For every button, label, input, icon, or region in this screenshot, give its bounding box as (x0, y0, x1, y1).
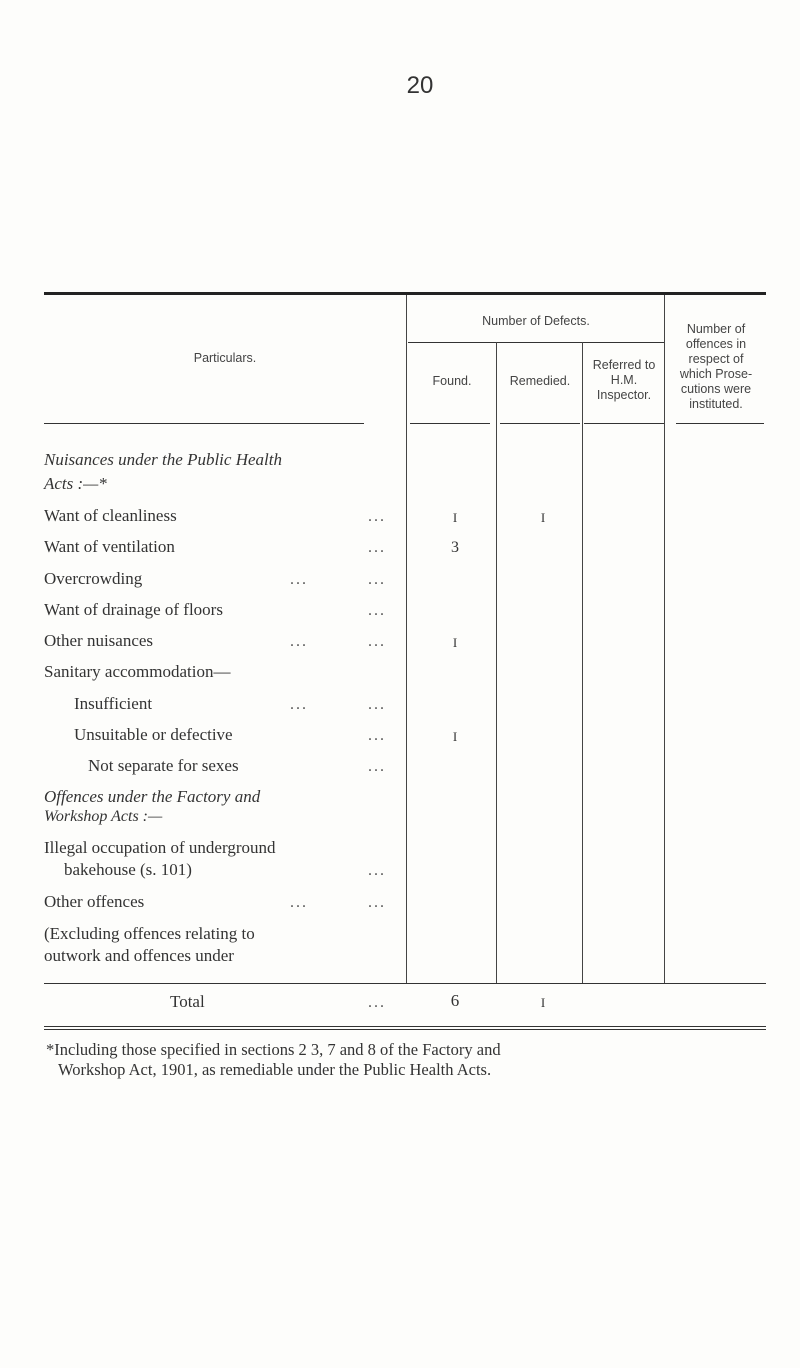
section-offences-cont: Workshop Acts :— (44, 808, 163, 825)
value-cleanliness-found: I (452, 510, 458, 525)
dots: ... (368, 862, 386, 879)
col-divider-particulars (406, 295, 407, 983)
total-top-rule (44, 983, 766, 984)
row-other-offences: Other offences (44, 892, 145, 911)
row-drainage: Want of drainage of floors (44, 600, 223, 619)
header-bottom-rule-prosecutions (676, 423, 764, 424)
section-offences: Offences under the Factory and (44, 787, 261, 806)
total-found: 6 (450, 991, 460, 1010)
dots: ... (368, 508, 386, 525)
page-number: 20 (406, 72, 434, 99)
header-particulars: Particulars. (193, 351, 257, 365)
dots: ... (368, 696, 386, 713)
header-prosecutions: Number of offences in respect of which Prose- cutions were instituted. (679, 322, 753, 411)
header-number-of-defects: Number of Defects. (482, 314, 590, 328)
table-top-rule (44, 292, 766, 295)
header-bottom-rule-remedied (500, 423, 580, 424)
total-bottom-rule (44, 1026, 766, 1027)
row-ventilation: Want of ventilation (44, 537, 175, 556)
footnote-rule (44, 1029, 766, 1030)
dots: ... (368, 602, 386, 619)
row-illegal-cont: bakehouse (s. 101) (64, 860, 192, 879)
total-dots: ... (368, 994, 386, 1011)
dots: ... (368, 758, 386, 775)
row-not-separate: Not separate for sexes (88, 756, 239, 775)
row-other-nuisances: Other nuisances (44, 631, 154, 650)
col-divider-found (496, 342, 497, 983)
value-cleanliness-remedied: I (540, 510, 546, 525)
row-excluding: (Excluding offences relating to (44, 924, 255, 943)
dots: ... (290, 571, 308, 588)
row-cleanliness: Want of cleanliness (44, 506, 177, 525)
row-overcrowding: Overcrowding (44, 569, 143, 588)
section-nuisances-cont: Acts :—* (44, 474, 107, 493)
section-nuisances: Nuisances under the Public Health (44, 450, 282, 469)
footnote (46, 1040, 501, 1080)
value-other-nuisances-found: I (452, 635, 458, 650)
row-unsuitable: Unsuitable or defective (74, 725, 233, 744)
row-insufficient: Insufficient (74, 694, 153, 713)
col-divider-referred (664, 295, 665, 983)
value-unsuitable-found: I (452, 729, 458, 744)
header-remedied: Remedied. (509, 374, 571, 388)
footnote-line: Workshop Act, 1901, as remediable under the Public Health Acts. (58, 1060, 492, 1079)
col-divider-remedied (582, 342, 583, 983)
value-ventilation-found: 3 (451, 539, 459, 556)
dots: ... (368, 633, 386, 650)
dots: ... (290, 633, 308, 650)
header-referred: Referred to H.M. Inspector. (592, 358, 656, 402)
dots: ... (290, 696, 308, 713)
header-found: Found. (432, 374, 472, 388)
footnote-line: *Including those specified in sections 2 3, 7 and 8 of the Factory and (46, 1040, 501, 1059)
dots: ... (368, 727, 386, 744)
row-illegal: Illegal occupation of underground (44, 838, 276, 857)
dots: ... (368, 539, 386, 556)
row-excluding: outwork and offences under (44, 946, 234, 965)
header-bottom-rule-left (44, 423, 364, 424)
header-bottom-rule-found (410, 423, 490, 424)
header-bottom-rule-referred (584, 423, 664, 424)
dots: ... (290, 894, 308, 911)
dots: ... (368, 571, 386, 588)
total-label: Total (170, 992, 205, 1011)
header-sub-rule (408, 342, 664, 343)
total-remedied: I (540, 995, 546, 1010)
row-sanitary: Sanitary accommodation— (44, 662, 231, 681)
dots: ... (368, 894, 386, 911)
